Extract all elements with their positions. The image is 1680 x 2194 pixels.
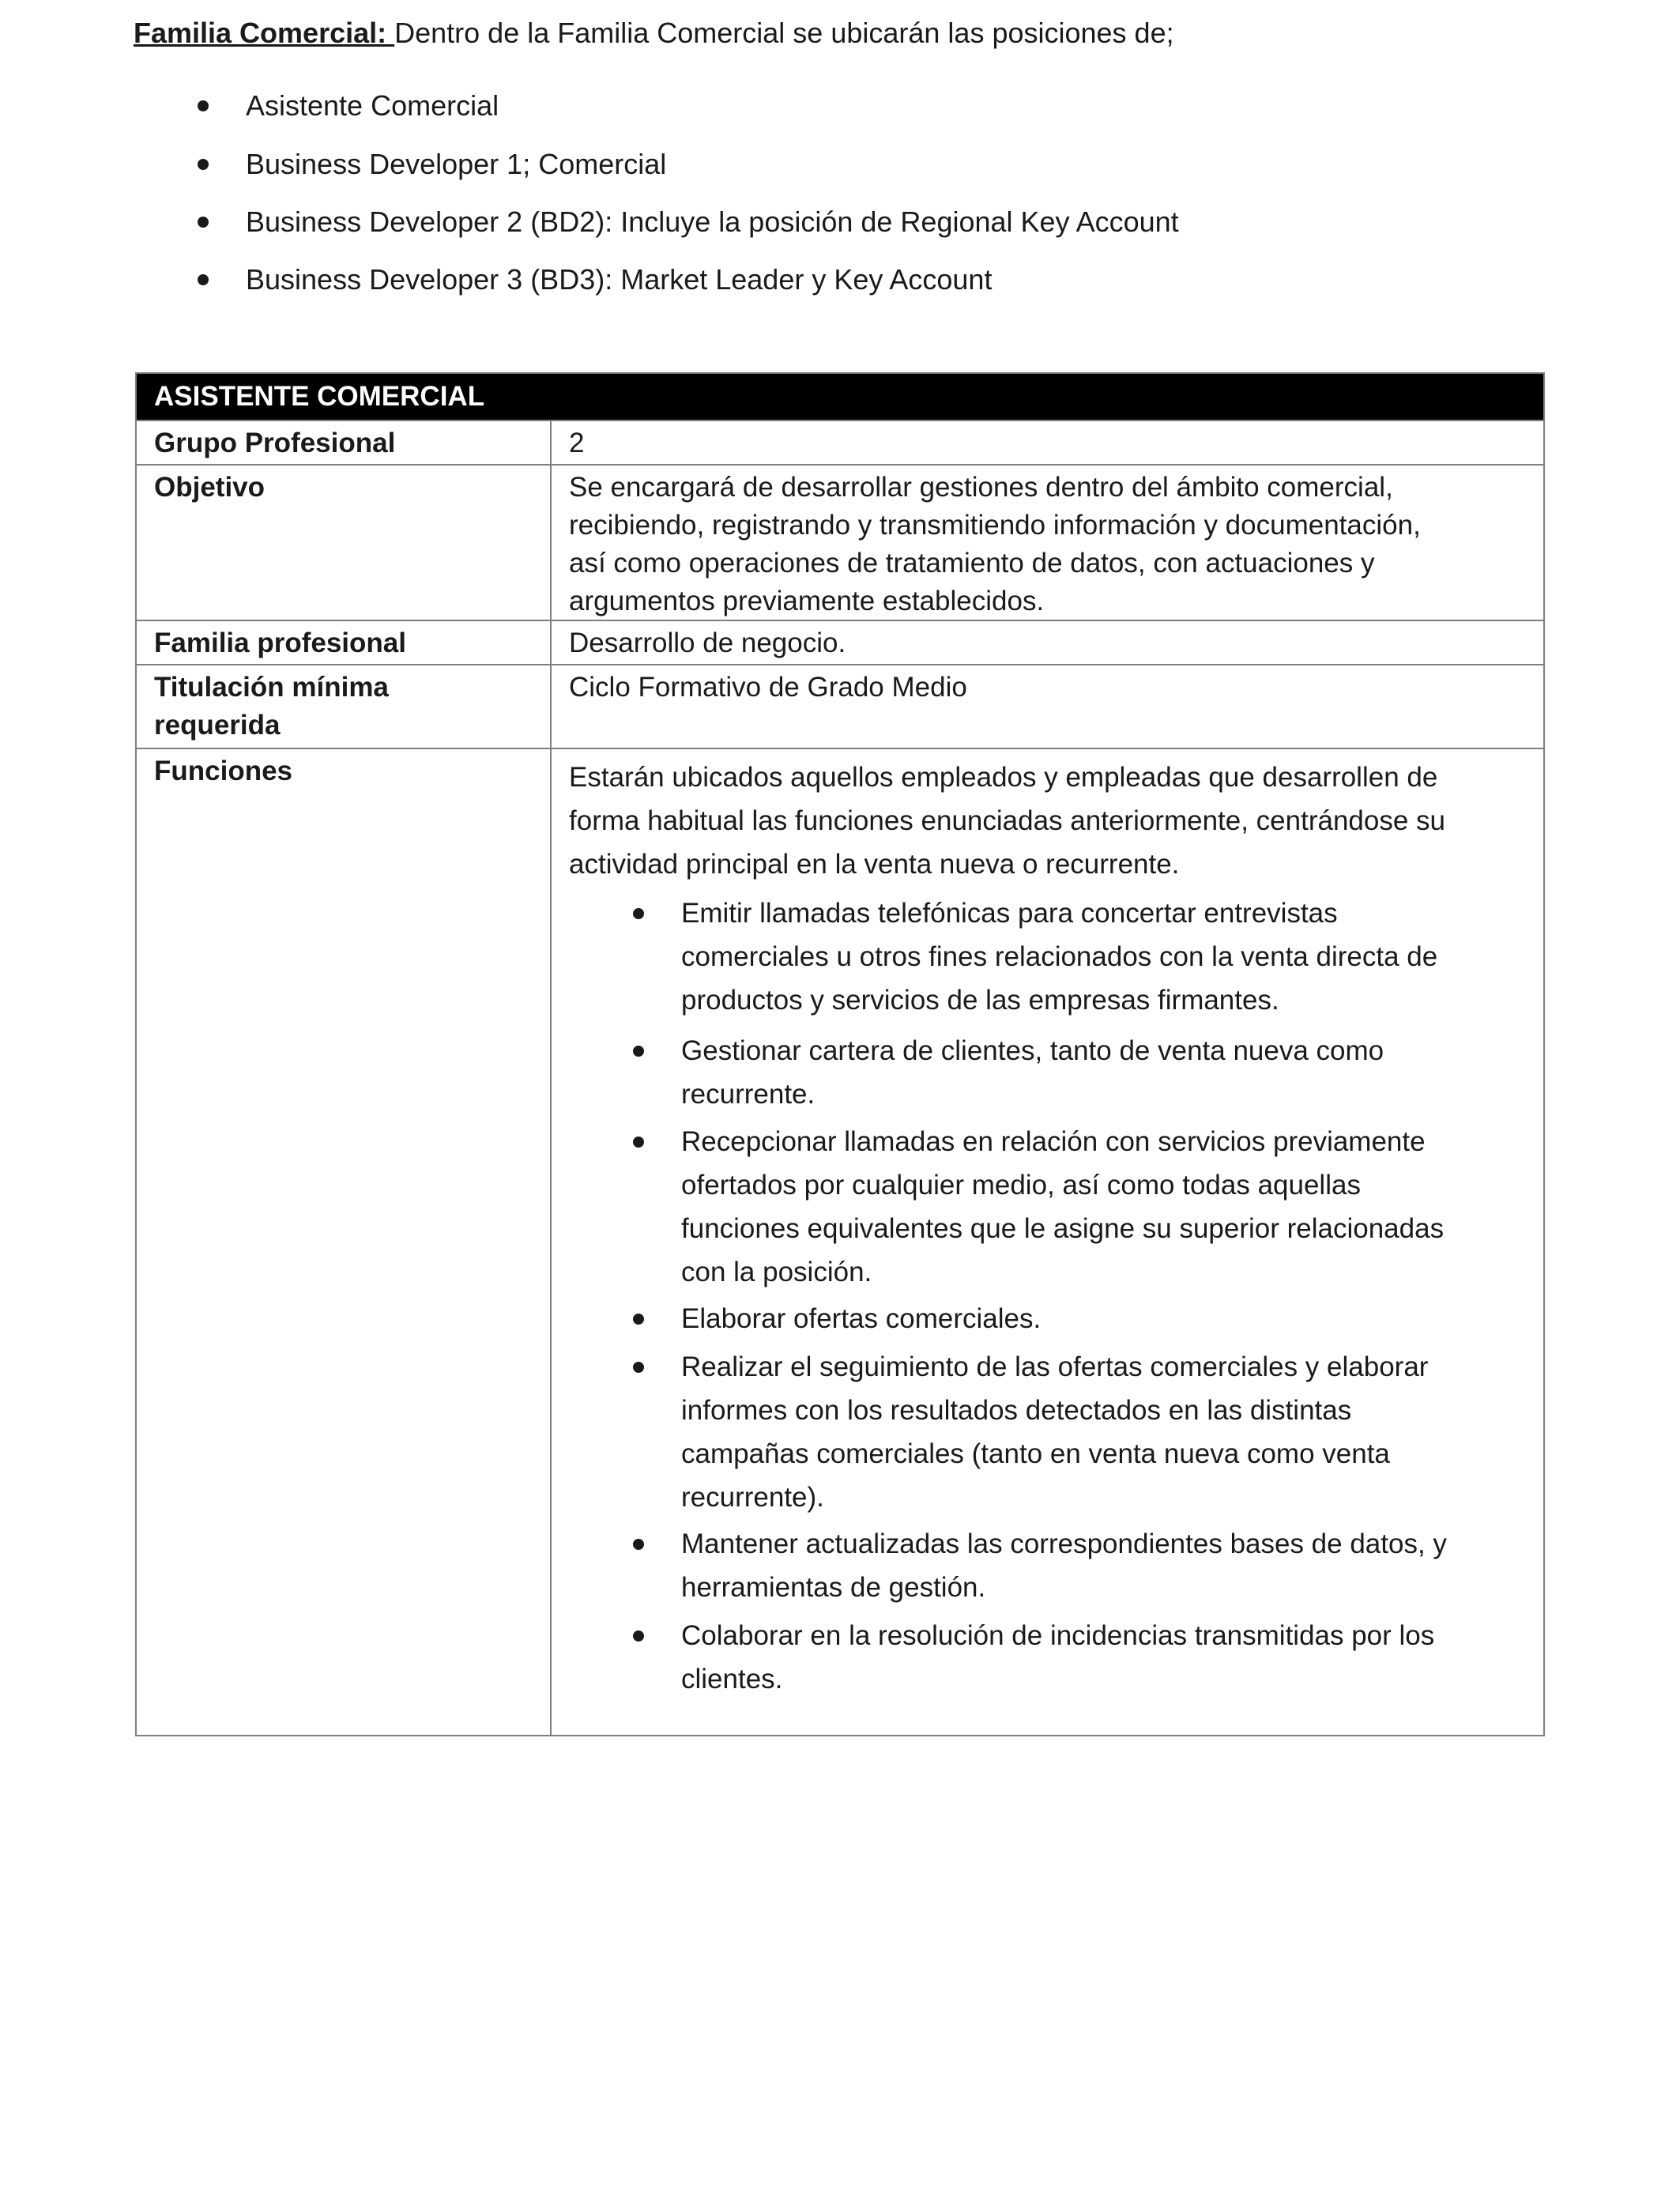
- duty-line: herramientas de gestión.: [681, 1572, 986, 1603]
- position-text: Asistente Comercial: [246, 89, 499, 122]
- familia-comercial-label: Familia Comercial:: [134, 17, 395, 49]
- role-table-header: ASISTENTE COMERCIAL: [137, 374, 1543, 420]
- bullet-icon: [633, 1362, 644, 1373]
- objective-line: así como operaciones de tratamiento de datos, con actuaciones y: [569, 548, 1375, 579]
- intro-text: Dentro de la Familia Comercial se ubicarán las posiciones de;: [394, 17, 1174, 49]
- duty-text: [681, 1297, 1495, 1340]
- duty-text: [681, 1522, 1495, 1609]
- funciones-intro: [569, 756, 1517, 886]
- bullet-icon: [198, 159, 209, 170]
- row-label: [154, 669, 533, 745]
- position-text: Business Developer 2 (BD2): Incluye la posición de Regional Key Account: [246, 205, 1179, 238]
- table-row: [137, 664, 1543, 748]
- table-row: [137, 620, 1543, 664]
- duty-line: recurrente.: [681, 1079, 816, 1110]
- row-label: Familia profesional: [154, 628, 406, 658]
- row-label-line: Titulación mínima: [154, 672, 389, 703]
- row-label: Funciones: [154, 756, 293, 786]
- intro-line: Estarán ubicados aquellos empleados y empleadas que desarrollen de: [569, 762, 1438, 793]
- duty-line: comerciales u otros fines relacionados con la venta directa de: [681, 941, 1438, 972]
- intro-heading: [134, 11, 1556, 55]
- duty-text: [681, 1029, 1495, 1116]
- intro-paragraph: [134, 11, 1556, 55]
- duty-line: ofertados por cualquier medio, así como todas aquellas: [681, 1170, 1361, 1201]
- duty-text: [681, 1120, 1495, 1294]
- bullet-icon: [198, 217, 209, 228]
- bullet-icon: [633, 1539, 644, 1550]
- row-value: [569, 469, 1517, 620]
- duty-line: informes con los resultados detectados en las distintas: [681, 1395, 1352, 1426]
- duty-text: [681, 1345, 1495, 1519]
- duty-line: Realizar el seguimiento de las ofertas comerciales y elaborar: [681, 1351, 1429, 1382]
- row-label: Grupo Profesional: [154, 428, 396, 458]
- objective-line: argumentos previamente establecidos.: [569, 586, 1045, 616]
- duty-text: [681, 892, 1495, 1022]
- duty-line: Recepcionar llamadas en relación con servicios previamente: [681, 1126, 1426, 1157]
- duty-line: Mantener actualizadas las correspondientes bases de datos, y: [681, 1529, 1447, 1559]
- duty-line: Colaborar en la resolución de incidencias transmitidas por los: [681, 1620, 1435, 1651]
- objective-line: recibiendo, registrando y transmitiendo información y documentación,: [569, 510, 1421, 541]
- bullet-icon: [633, 1630, 644, 1642]
- duty-line: campañas comerciales (tanto en venta nueva como venta: [681, 1438, 1390, 1469]
- duty-line: clientes.: [681, 1664, 783, 1695]
- duty-line: funciones equivalentes que le asigne su superior relacionadas: [681, 1213, 1445, 1244]
- bullet-icon: [633, 1046, 644, 1057]
- duty-line: productos y servicios de las empresas firmantes.: [681, 985, 1279, 1016]
- bullet-icon: [633, 1137, 644, 1148]
- row-value: Ciclo Formativo de Grado Medio: [569, 672, 967, 703]
- bullet-icon: [633, 908, 644, 919]
- intro-line: forma habitual las funciones enunciadas anteriormente, centrándose su: [569, 805, 1446, 836]
- row-label: Objetivo: [154, 472, 266, 503]
- duty-line: Elaborar ofertas comerciales.: [681, 1303, 1042, 1334]
- bullet-icon: [198, 100, 209, 111]
- duty-text: [681, 1614, 1495, 1701]
- duty-line: Emitir llamadas telefónicas para concertar entrevistas: [681, 898, 1338, 929]
- duty-line: recurrente).: [681, 1482, 824, 1513]
- table-row: [137, 420, 1543, 464]
- role-table: [135, 372, 1545, 1736]
- position-text: Business Developer 1; Comercial: [246, 148, 667, 180]
- position-text: Business Developer 3 (BD3): Market Leader y Key Account: [246, 263, 993, 296]
- row-label-line: requerida: [154, 710, 281, 741]
- table-row: [137, 748, 1543, 1736]
- duty-line: con la posición.: [681, 1257, 872, 1287]
- bullet-icon: [198, 274, 209, 285]
- table-row: [137, 464, 1543, 620]
- row-value: Desarrollo de negocio.: [569, 628, 846, 658]
- duty-line: Gestionar cartera de clientes, tanto de venta nueva como: [681, 1035, 1384, 1066]
- row-value: 2: [569, 428, 585, 458]
- objective-line: Se encargará de desarrollar gestiones dentro del ámbito comercial,: [569, 472, 1393, 503]
- bullet-icon: [633, 1314, 644, 1325]
- intro-line: actividad principal en la venta nueva o recurrente.: [569, 849, 1180, 880]
